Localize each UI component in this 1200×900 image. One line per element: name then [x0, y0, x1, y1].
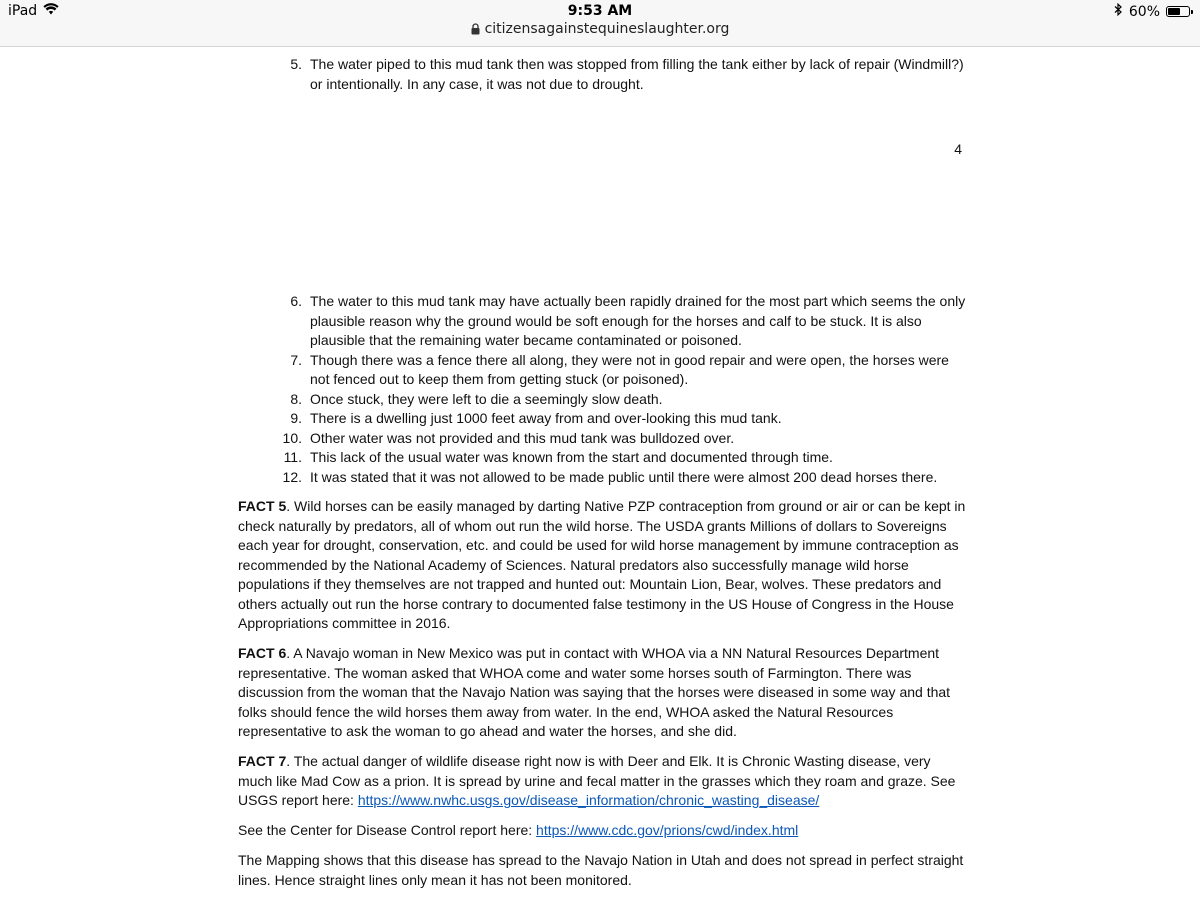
- fact-7-paragraph: [238, 752, 968, 811]
- list-item: [280, 292, 970, 351]
- list-number: 9.: [290, 410, 302, 426]
- list-text: The water piped to this mud tank then was stopped from filling the tank either by lack of repair (Windmill?) or intentionally. In any case, it was not due to drought.: [310, 56, 964, 92]
- status-right: [1114, 3, 1190, 20]
- cdc-paragraph: [238, 821, 968, 841]
- list-text: Once stuck, they were left to die a seemingly slow death.: [310, 390, 663, 407]
- bluetooth-icon: [1114, 3, 1123, 20]
- list-item: [280, 468, 970, 488]
- address-bar[interactable]: [0, 21, 1200, 37]
- fact-7-label: FACT 7: [238, 753, 287, 769]
- list-item: [280, 448, 970, 468]
- status-bar: [0, 0, 1200, 47]
- list-number: 7.: [290, 351, 302, 368]
- list-text: There is a dwelling just 1000 feet away from and over-looking this mud tank.: [310, 410, 782, 426]
- fact-6-text: . A Navajo woman in New Mexico was put in contact with WHOA via a NN Natural Resources Department representative. The woman asked that WHOA come and water some horses south of Farmington. There was discussion from the woman that the Navajo Nation was saying that the horses were diseased in some way and that folks should fence the wild horses them away from water. In the end, WHOA asked the Natural Resources representative to ask the woman to go ahead and water the horses, and she did.: [238, 645, 951, 739]
- list-item: [280, 429, 970, 449]
- fact-6-paragraph: [238, 644, 968, 742]
- list-number: 6.: [290, 293, 302, 309]
- list-number: 10.: [282, 429, 302, 446]
- document-page: [0, 47, 1200, 900]
- list-number: 5.: [290, 56, 302, 72]
- numbered-list-top: [280, 55, 970, 94]
- fact-5-paragraph: [238, 497, 968, 634]
- lock-icon: [471, 23, 480, 35]
- clock: 9:53 AM: [567, 3, 633, 19]
- fact-6-label: FACT 6: [238, 645, 287, 661]
- device-name: iPad: [8, 3, 38, 19]
- list-number: 12.: [282, 468, 302, 485]
- battery-level: [1168, 8, 1180, 15]
- list-item: [280, 390, 970, 410]
- list-item: [280, 409, 970, 429]
- list-text: The water to this mud tank may have actually been rapidly drained for the most part which seems the only plausible reason why the ground would be soft enough for the horses and calf to be stuck. It is also plausible that the remaining water became contaminated or poisoned.: [310, 293, 966, 348]
- fact-5-text: . Wild horses can be easily managed by darting Native PZP contraception from ground or air or can be kept in check naturally by predators, all of whom out run the wild horse. The USDA grants Millions of dollars to Sovereigns each year for drought, conservation, etc. and could be used for wild horse management by immune contraception as recommended by the National Academy of Sciences. Natural predators also successfully manage wild horse populations if they themselves are not trapped and hunted out: Mountain Lion, Bear, wolves. These predators and others actually out run the horse contrary to documented false testimony in the US House of Congress in the House Appropriations committee in 2016.: [238, 498, 966, 631]
- list-text: Though there was a fence there all along, they were not in good repair and were open, the horses were not fenced out to keep them from getting stuck (or poisoned).: [310, 351, 949, 387]
- page-number: 4: [954, 141, 962, 157]
- list-number: 8.: [290, 390, 302, 407]
- list-number: 11.: [283, 449, 302, 465]
- url-text: citizensagainstequineslaughter.org: [484, 21, 730, 37]
- list-text: Other water was not provided and this mud tank was bulldozed over.: [310, 429, 735, 446]
- list-text: This lack of the usual water was known from the start and documented through time.: [310, 449, 833, 465]
- usgs-report-link[interactable]: https://www.nwhc.usgs.gov/disease_information/chronic_wasting_disease/: [357, 792, 820, 808]
- fact-5-label: FACT 5: [238, 498, 287, 514]
- list-item: [280, 55, 970, 94]
- mapping-paragraph: The Mapping shows that this disease has spread to the Navajo Nation in Utah and does not spread in perfect straight lines. Hence straight lines only mean it has not been monitored.: [238, 852, 964, 888]
- cdc-report-link[interactable]: https://www.cdc.gov/prions/cwd/index.html: [536, 822, 799, 838]
- list-text: It was stated that it was not allowed to be made public until there were almost 200 dead horses there.: [310, 468, 938, 485]
- list-item: [280, 351, 970, 390]
- fact-7-text: . The actual danger of wildlife disease right now is with Deer and Elk. It is Chronic Wasting disease, very much like Mad Cow as a prion. It is spread by urine and fecal matter in the grasses which they roam and graze. See USGS report here:: [238, 753, 956, 808]
- battery-icon: [1166, 6, 1190, 17]
- battery-percent: 60%: [1128, 3, 1160, 20]
- numbered-list-main: [280, 292, 970, 487]
- cdc-text: See the Center for Disease Control report here:: [238, 822, 537, 838]
